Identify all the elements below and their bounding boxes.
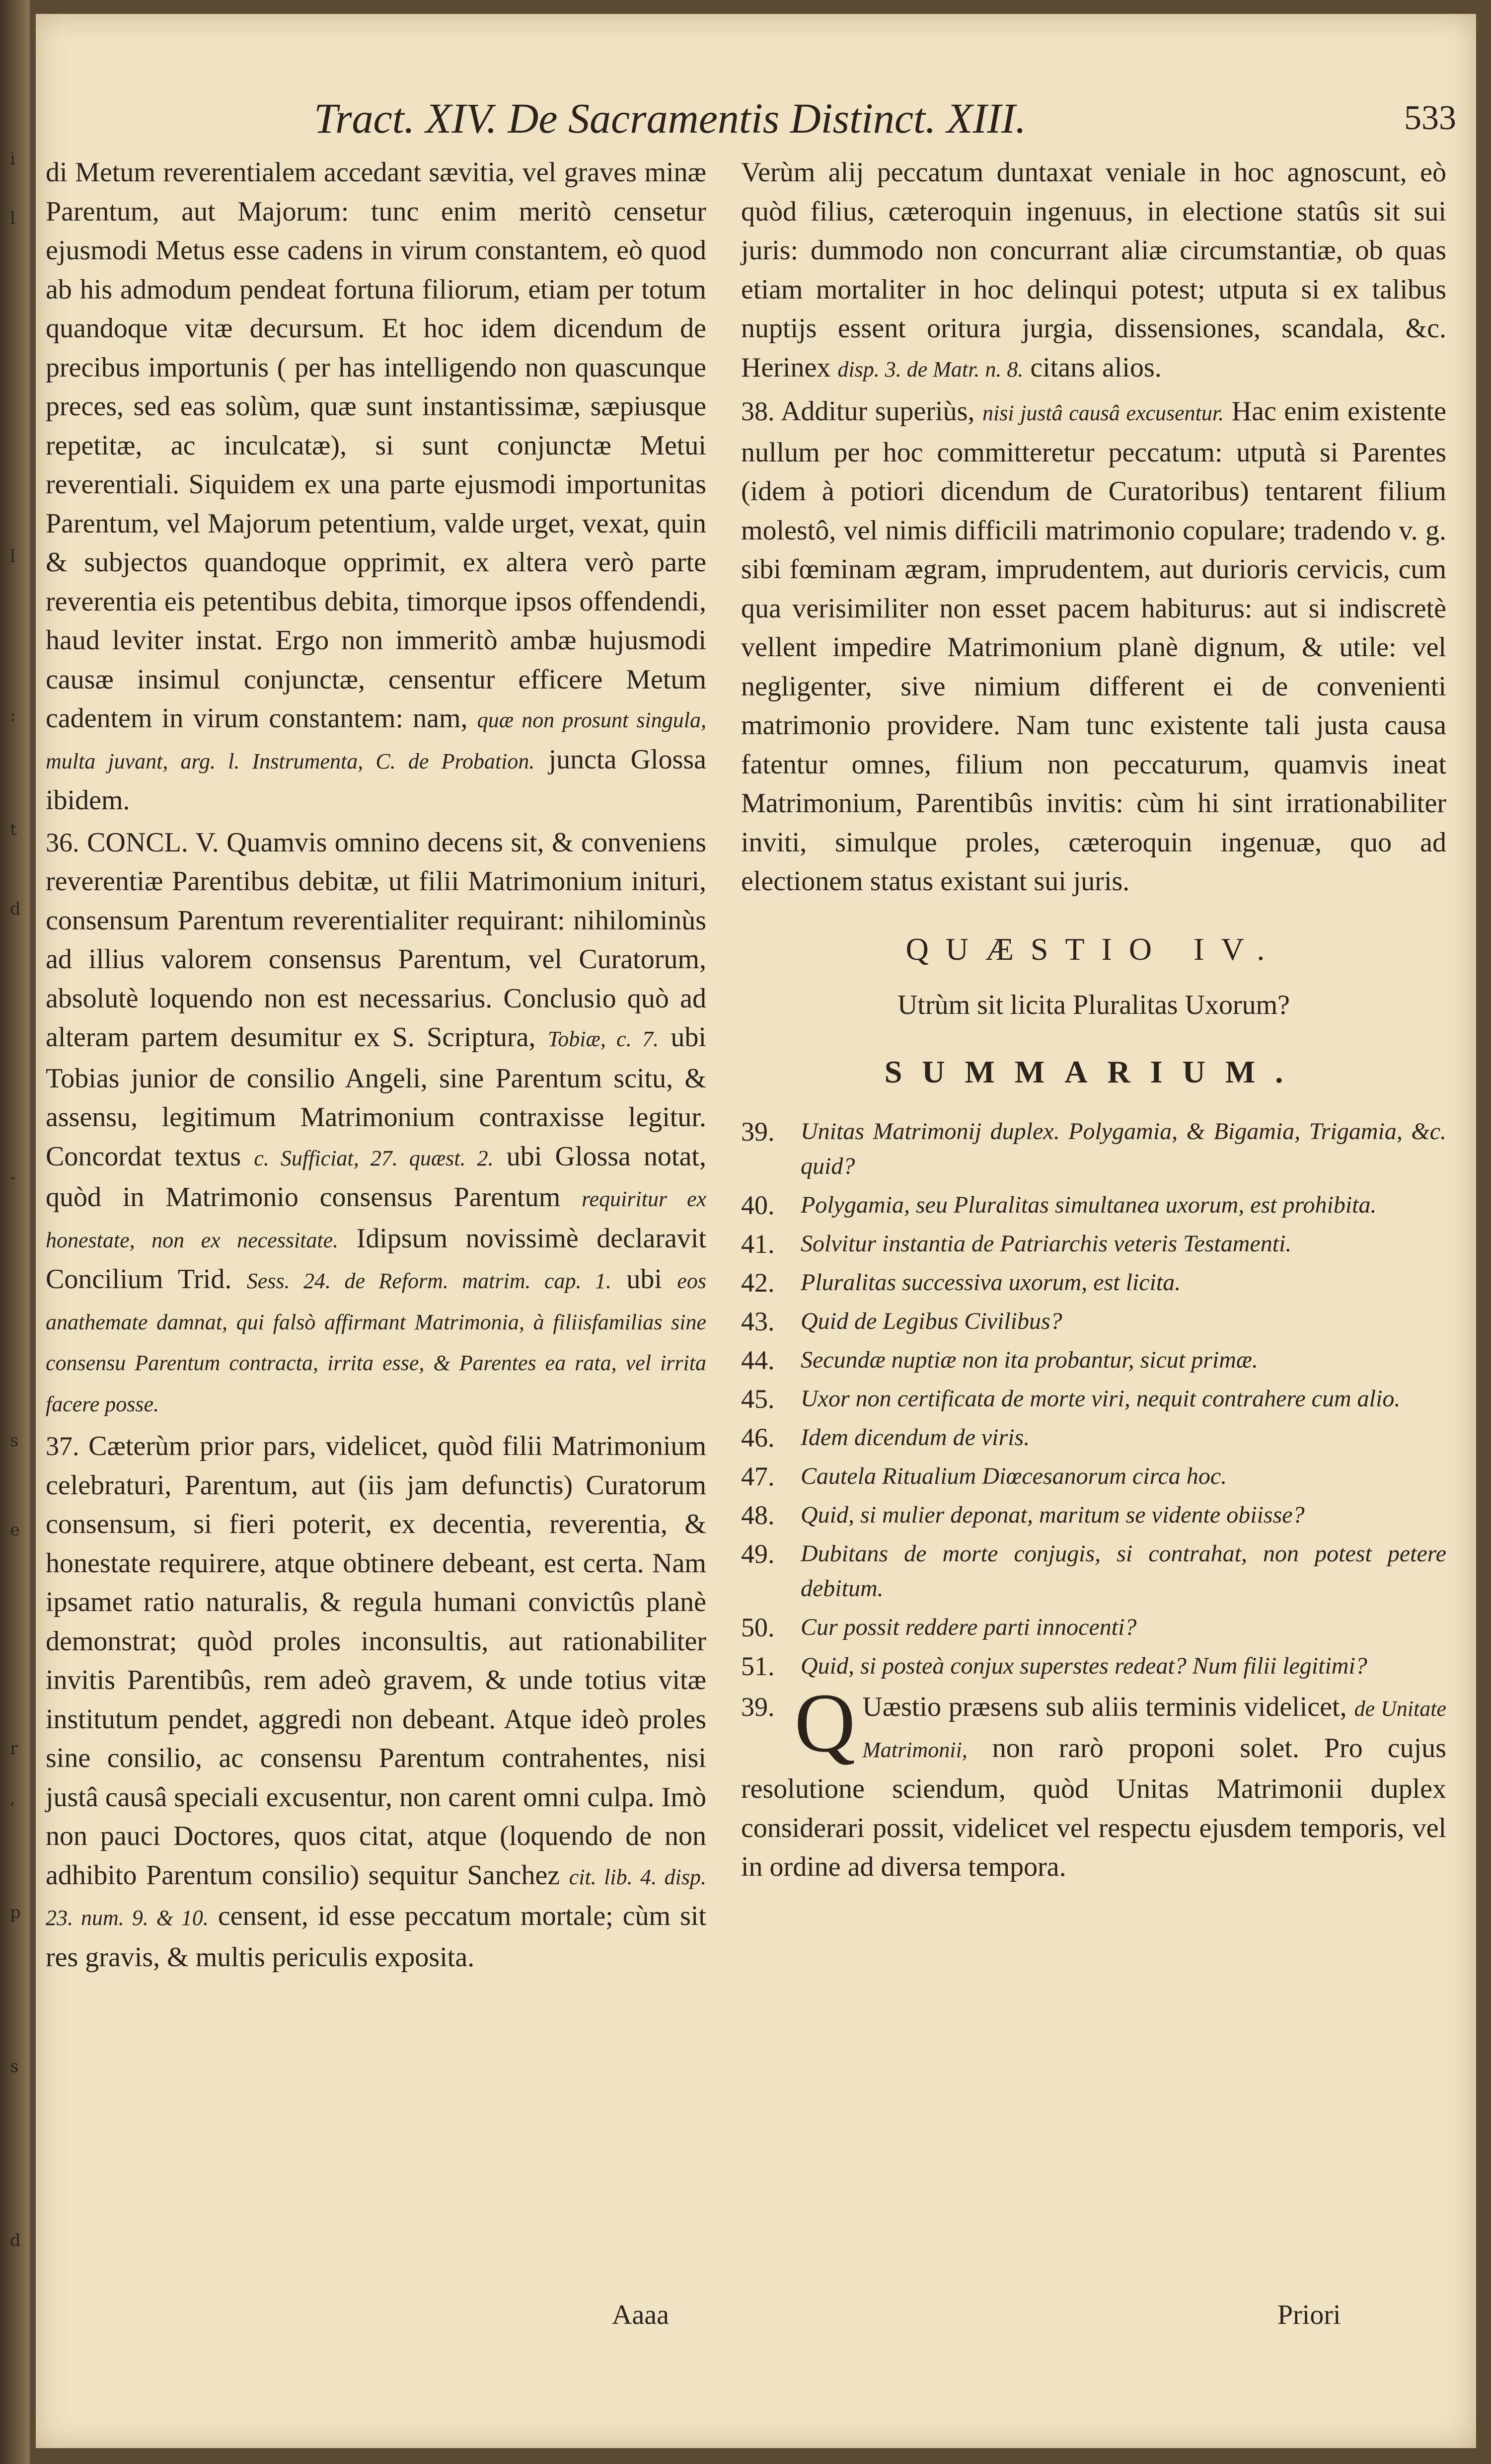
gutter-letter: i xyxy=(10,149,15,169)
page-number: 533 xyxy=(1404,99,1456,137)
running-title: Tract. XIV. De Sacramentis Distinct. XIII. xyxy=(314,94,1026,142)
gutter-letter: l xyxy=(10,209,15,229)
paragraph-37: 37. Cæterùm prior pars, videlicet, quòd filii Matrimonium celebraturi, Parentum, aut (iis jam defunctis) Curatorum consensum, si fieri poterit, ex decentia, reverentia, & honestate requirere, atque obtinere debeant, est certa. Nam ipsamet ratio naturalis, & regula humani convictûs planè demonstrat; quòd proles inconsultis, aut rationabiliter invitis Parentibûs, rem adeò gravem, & unde totius vitæ institutum pendet, aggredi non debeant. Atque ideò proles sine consilio, ac consensu Parentum contrahentes, nisi justâ causâ speciali excusentur, non carent omni culpa. Imò non pauci Doctores, quos citat, atque (loquendo de non adhibito Parentum consilio) sequitur Sanchez cit. lib. 4. disp. 23. num. 9. & 10. censent, id esse peccatum mortale; cùm sit res gravis, & multis periculis exposita. xyxy=(46,1431,707,1973)
gutter-letter: s xyxy=(10,1431,19,1451)
summary-list xyxy=(741,1114,1446,1684)
paragraph-35-continued: di Metum reverentialem accedant sævitia, vel graves minæ Parentum, aut Majorum: tunc enim meritò censetur ejusmodi Metus esse cadens in virum constantem, eò quod ab his admodum pendeat fortuna filiorum, etiam per totum quandoque vitæ decursum. Et hoc idem dicendum de precibus importunis ( per has intelligendo non quascunque preces, sed eas solùm, quæ sunt instantissimæ, sæpiusque repetitæ, ac inculcatæ), si sunt conjunctæ Metui reverentiali. Siquidem ex una parte ejusmodi importunitas Parentum, vel Majorum petentium, valde urget, vexat, quin & subjectos quandoque opprimit, ex altera verò parte reverentia eis petentibus debita, timorque ipsos offendendi, haud leviter instat. Ergo non immeritò ambæ hujusmodi causæ insimul conjunctæ, censentur efficere Metum cadentem in virum constantem: nam, quæ non prosunt singula, multa juvant, arg. l. Instrumenta, C. de Probation. juncta Glossa ibidem. xyxy=(46,157,707,816)
summary-item: 40. Polygamia, seu Pluralitas simultanea uxorum, est prohibita. xyxy=(741,1190,1377,1220)
citation: requiritur ex honestate, non ex necessitate. xyxy=(46,1187,707,1252)
summary-item: 48. Quid, si mulier deponat, maritum se vidente obiisse? xyxy=(741,1500,1305,1530)
paragraph-36: 36. CONCL. V. Quamvis omnino decens sit, & conveniens reverentiæ Parentibus debitæ, ut filii Matrimonium inituri, consensum Parentum reverentialiter requirant: nihilominùs ad illius valorem consensus Parentum, vel Curatorum, absolutè loquendo non est necessarius. Conclusio quò ad alteram partem desumitur ex S. Scriptura, Tobiæ, c. 7. ubi Tobias junior de consilio Angeli, sine Parentum scitu, & assensu, legitimum Matrimonium contraxisse legitur. Concordat textus c. Sufficiat, 27. quæst. 2. ubi Glossa notat, quòd in Matrimonio consensus Parentum requiritur ex honestate, non ex necessitate. Idipsum novissimè declaravit Concilium Trid. Sess. 24. de Reform. matrim. cap. 1. ubi eos anathemate damnat, qui falsò affirmant Matrimonia, à filiisfamilias sine consensu Parentum contracta, irrita esse, & Parentes ea rata, vel irrita facere posse. xyxy=(46,827,707,1416)
signature-mark: Aaaa xyxy=(612,2300,670,2330)
question-subtitle: Utrùm sit licita Pluralitas Uxorum? xyxy=(897,990,1290,1020)
gutter-letter: : xyxy=(10,705,16,725)
paragraph-38: 38. Additur superiùs, nisi justâ causâ excusentur. Hac enim existente nullum per hoc committeretur peccatum: utputà si Parentes (idem à potiori dicendum de Curatoribus) tentarent filium molestô, vel nimis difficili matrimonio copulare; tradendo v. g. sibi fœminam ægram, imprudentem, aut durioris cervicis, cum qua verisimiliter non esset pacem habiturus: aut si indiscretè vellent impedire Matrimonium planè dignum, & utile: vel negligenter, sive nimium different ei de convenienti matrimonio providere. Nam tunc existente tali justa causa fatentur omnes, filium non peccaturum, quamvis ineat Matrimonium, Parentibûs invitis: cùm hi sint irrationabiliter inviti, simulque proles, cæteroquin ingenuæ, quo ad electionem status existant sui juris. xyxy=(741,396,1446,897)
book-page xyxy=(36,14,1476,2448)
gutter-letter: r xyxy=(10,1739,18,1759)
summary-item: 47. Cautela Ritualium Diœcesanorum circa hoc. xyxy=(741,1462,1227,1491)
summary-item: 51. Quid, si posteà conjux superstes redeat? Num filii legitimi? xyxy=(741,1651,1367,1681)
gutter-letter: p xyxy=(10,1903,21,1923)
citation: Sess. 24. de Reform. matrim. cap. 1. xyxy=(246,1269,611,1293)
summary-item: 50. Cur possit reddere parti innocenti? xyxy=(741,1613,1137,1642)
left-column xyxy=(46,153,706,1980)
right-column xyxy=(741,153,1446,1890)
gutter-letter: d xyxy=(10,899,21,919)
citation: de Unitate Matrimonii, xyxy=(862,1696,1447,1762)
paragraph-number: 36. xyxy=(46,827,79,857)
citation: Tobiæ, c. 7. xyxy=(547,1027,659,1051)
summary-item: 45. Uxor non certificata de morte viri, nequit contrahere cum alio. xyxy=(741,1384,1401,1414)
gutter-letter: t xyxy=(10,820,17,840)
citation: eos anathemate damnat, qui falsò affirmant Matrimonia, à filiisfamilias sine consensu Parentum contracta, irrita esse, & Parentes ea rata, vel irrita facere posse. xyxy=(46,1269,707,1416)
question-heading: QUÆSTIO IV. xyxy=(905,931,1282,967)
citation: quæ non prosunt singula, multa juvant, arg. l. Instrumenta, C. de Probation. xyxy=(46,708,707,773)
paragraph-39: 39. Q Uæstio præsens sub aliis terminis videlicet, de Unitate Matrimonii, non rarò proponi solet. Pro cujus resolutione sciendum, quòd Unitas Matrimonii duplex considerari possit, videlicet vel respectu ejusdem temporis, vel in ordine ad diversa tempora. xyxy=(741,1676,1447,1882)
citation: disp. 3. de Matr. n. 8. xyxy=(837,357,1024,382)
gutter-letter: e xyxy=(10,1520,20,1540)
gutter-letter: l xyxy=(10,546,15,566)
summary-item: 49. Dubitans de morte conjugis, si contrahat, non potest petere debitum. xyxy=(741,1539,1446,1602)
gutter-letter: , xyxy=(10,1788,15,1808)
catchword: Priori xyxy=(1277,2300,1341,2330)
summary-item: 41. Solvitur instantia de Patriarchis veteris Testamenti. xyxy=(741,1229,1292,1259)
summary-item: 42. Pluralitas successiva uxorum, est licita. xyxy=(741,1268,1181,1298)
gutter-letter: s xyxy=(10,2057,19,2077)
paragraph-number: 38. xyxy=(741,396,775,426)
summary-item: 46. Idem dicendum de viris. xyxy=(741,1423,1030,1453)
citation: cit. lib. 4. disp. 23. num. 9. & 10. xyxy=(46,1864,707,1930)
gutter-letter: - xyxy=(10,1167,16,1187)
gutter-letters xyxy=(5,0,25,2464)
running-header xyxy=(314,93,1456,153)
summary-heading: SUMMARIUM. xyxy=(884,1054,1303,1089)
summary-item: 43. Quid de Legibus Civilibus? xyxy=(741,1307,1062,1336)
summary-item: 39. Unitas Matrimonij duplex. Polygamia, & Bigamia, Trigamia, &c. quid? xyxy=(741,1117,1446,1179)
paragraph-number: 37. xyxy=(46,1431,79,1461)
paragraph-37-continued: Verùm alij peccatum duntaxat veniale in hoc agnoscunt, eò quòd filius, cæteroquin ingenuus, in electione statûs sit sui juris: dummodo non concurrant aliæ circumstantiæ, ob quas etiam mortaliter in hoc delinqui potest; utputa si ex talibus nuptijs essent oritura jurgia, dissensiones, scandala, &c. Herinex disp. 3. de Matr. n. 8. citans alios. xyxy=(741,157,1446,383)
citation: c. Sufficiat, 27. quæst. 2. xyxy=(254,1146,494,1170)
gutter-letter: d xyxy=(10,2231,21,2250)
citation: nisi justâ causâ excusentur. xyxy=(982,401,1224,425)
drop-cap: Q xyxy=(794,1676,856,1770)
summary-item: 44. Secundæ nuptiæ non ita probantur, sicut primæ. xyxy=(741,1345,1258,1375)
paragraph-number: 39. xyxy=(741,1692,775,1722)
